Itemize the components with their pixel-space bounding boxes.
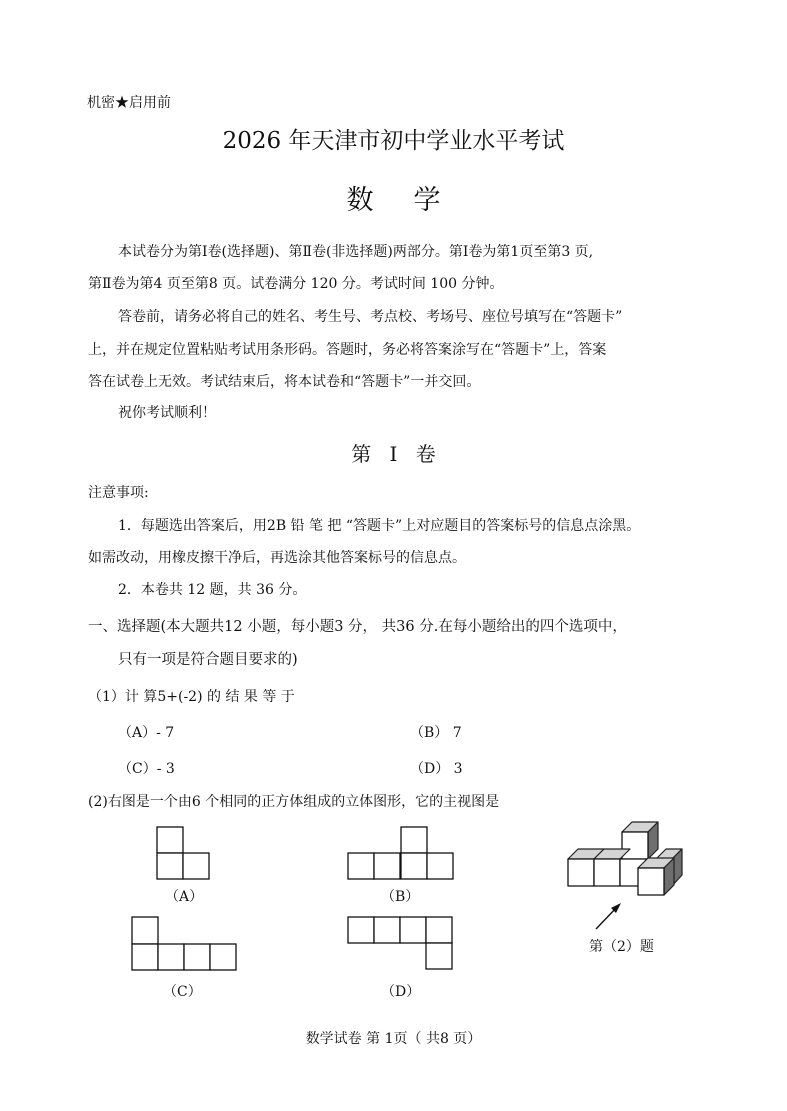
q1-option-d: （D） 3 bbox=[410, 761, 463, 777]
volume-title: 第 Ⅰ 卷 bbox=[351, 442, 442, 466]
q2-stem: (2)右图是一个由6 个相同的正方体组成的立体图形，它的主视图是 bbox=[88, 794, 500, 810]
section-heading-line-2: 只有一项是符合题目要求的) bbox=[118, 652, 298, 668]
q1-option-c: （C）- 3 bbox=[118, 761, 175, 777]
q2-solid-figure bbox=[560, 815, 690, 935]
intro-line-6: 祝你考试顺利！ bbox=[118, 405, 216, 421]
q1-option-b: （B） 7 bbox=[410, 725, 462, 741]
note-item-2: 2．本卷共 12 题，共 36 分。 bbox=[118, 582, 307, 598]
q2-label-b: （B） bbox=[381, 889, 420, 905]
intro-line-4: 上，并在规定位置粘贴考试用条形码。答题时，务必将答案涂写在“答题卡”上，答案 bbox=[88, 342, 607, 358]
confidential-mark: 机密★启用前 bbox=[87, 95, 171, 111]
q1-stem: （1）计 算5+(-2) 的 结 果 等 于 bbox=[88, 689, 295, 705]
intro-line-5: 答在试卷上无效。考试结束后，将本试卷和“答题卡”一并交回。 bbox=[88, 374, 481, 390]
intro-line-3: 答卷前，请务必将自己的姓名、考生号、考点校、考场号、座位号填写在“答题卡” bbox=[118, 309, 623, 325]
q2-label-a: （A） bbox=[165, 889, 204, 905]
notes-heading: 注意事项: bbox=[88, 485, 149, 501]
q2-figure-caption: 第（2）题 bbox=[589, 939, 654, 955]
q2-label-c: （C） bbox=[163, 984, 202, 1000]
q2-figure-b bbox=[347, 826, 457, 880]
q2-figure-c bbox=[131, 916, 241, 972]
intro-line-1: 本试卷分为第Ⅰ卷(选择题)、第Ⅱ卷(非选择题)两部分。第Ⅰ卷为第1页至第3 页, bbox=[118, 244, 594, 260]
subject-title: 数学 bbox=[346, 185, 481, 216]
note-item-1a: 1．每题选出答案后，用2B 铅 笔 把 “答题卡”上对应题目的答案标号的信息点涂黑。 bbox=[118, 518, 641, 534]
section-heading-line-1: 一、选择题(本大题共12 小题，每小题3 分， 共36 分.在每小题给出的四个选项中， bbox=[88, 619, 627, 635]
note-item-1b: 如需改动，用橡皮擦干净后，再选涂其他答案标号的信息点。 bbox=[88, 550, 466, 566]
exam-title: 2026 年天津市初中学业水平考试 bbox=[222, 128, 565, 154]
page-footer: 数学试卷 第 1页（ 共8 页） bbox=[305, 1031, 482, 1047]
q2-label-d: （D） bbox=[381, 984, 421, 1000]
q1-option-a: （A）- 7 bbox=[118, 725, 175, 741]
q2-figure-d bbox=[347, 916, 457, 972]
q2-figure-a bbox=[156, 826, 212, 880]
intro-line-2: 第Ⅱ卷为第4 页至第8 页。试卷满分 120 分。考试时间 100 分钟。 bbox=[88, 276, 504, 292]
